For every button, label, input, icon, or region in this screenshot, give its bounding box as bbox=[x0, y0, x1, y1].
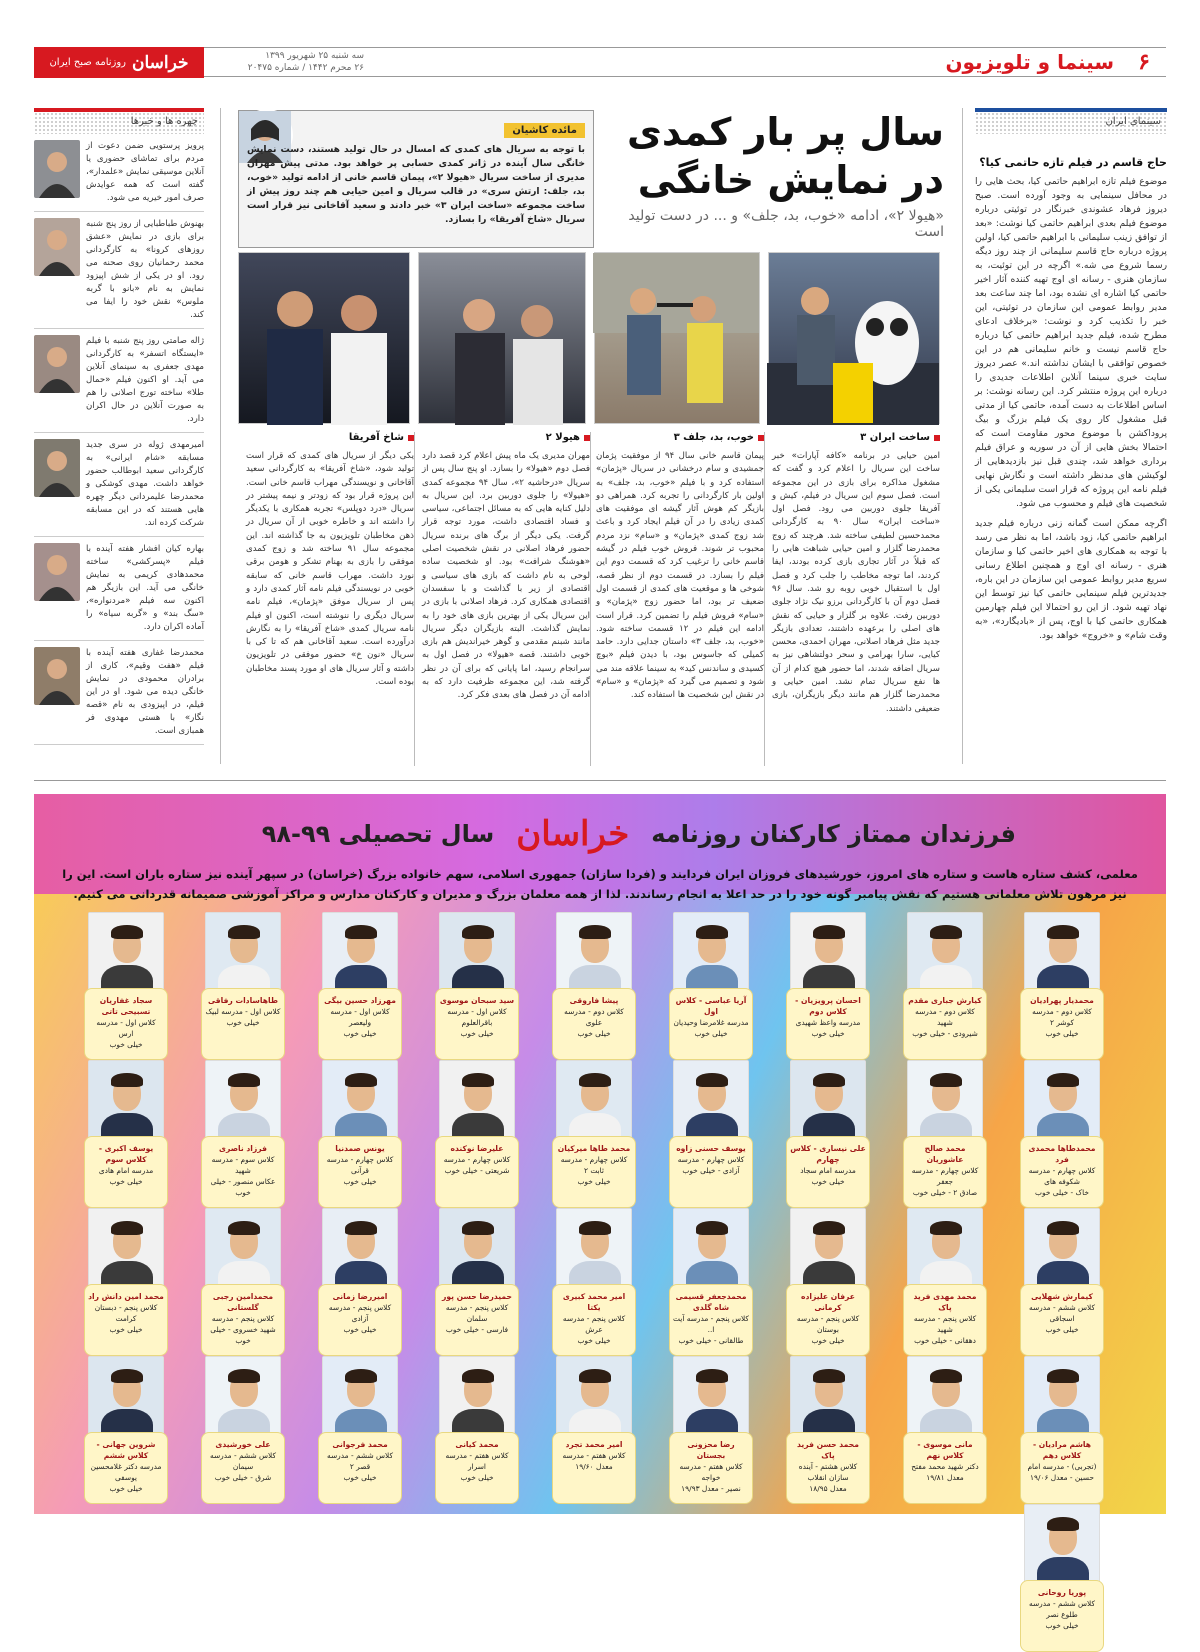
photo-shakh-afrigha bbox=[238, 252, 410, 424]
student-grade: معدل ۱۹/۶۰ bbox=[575, 1462, 613, 1471]
news-brief-photo bbox=[34, 140, 80, 198]
student-name: آریا عباسی - کلاس اول bbox=[675, 996, 747, 1016]
student-grade: خیلی خوب bbox=[811, 1336, 845, 1345]
news-brief-photo bbox=[34, 218, 80, 276]
banner-title-b: سال تحصیلی ۹۹-۹۸ bbox=[261, 820, 495, 848]
student-photo bbox=[790, 912, 866, 996]
student-class: کلاس چهارم - مدرسه جعفر bbox=[911, 1166, 979, 1186]
student-name: امیر محمد کبیری یکتا bbox=[562, 1292, 626, 1312]
student-label bbox=[435, 1432, 519, 1504]
student-class: کلاس چهارم - مدرسه ثابت ۲ bbox=[560, 1155, 628, 1175]
student-class: کلاس دوم - مدرسه علوی bbox=[564, 1007, 624, 1027]
student-grade: خیلی خوب bbox=[343, 1177, 377, 1186]
student-photo bbox=[673, 912, 749, 996]
student-card bbox=[552, 1060, 636, 1208]
student-card bbox=[786, 912, 870, 1060]
student-label bbox=[786, 1284, 870, 1356]
student-photo bbox=[1024, 1060, 1100, 1144]
article-body: یکی دیگر از سریال های کمدی که قرار است تولید شود، «شاخ آفریقا» به کارگردانی سعید آقاخانی و نویسندگی مهراب قاسم خانی است. این پروژه قرار بود که زودتر و نیمه پیشتر در سریال «درد دوپلس» تجربه همکاری با یکدیگر را داشته اند و خاطره خوبی از آن سریال در ذهن مخاطبان تلویزیون به جا گذاشته اند. این مجموعه سال ۹۱ ساخته شد و زوج کمدی موفقی را بازی به بهنام تشکر و هومن برقی نورد داشت. مهراب قاسم خانی که سابقه خوبی در نویسندگی فیلم نامه آثار کمدی دارد و پس از سریال موفق «پژمان»، فیلم نامه سریال دیگری را ننوشته است، اکنون او فیلم نامه سریال کمدی «شاخ آفریقا» را به نگارش درآورده است. سعید آقاخانی هم که تا کی با سریال «نون خ» حضور موفقی در تلویزیون داشته و آثار سریال های او مورد پسند مخاطبان بوده است. bbox=[246, 451, 414, 688]
column-divider bbox=[414, 432, 415, 766]
student-name: پیشا فاروقی bbox=[569, 996, 619, 1005]
student-name: شروین جهانی - کلاس ششم bbox=[96, 1440, 156, 1460]
student-card bbox=[201, 912, 285, 1060]
student-grade: خیلی خوب bbox=[109, 1325, 143, 1334]
student-photo bbox=[556, 1060, 632, 1144]
student-label bbox=[786, 1136, 870, 1208]
student-label bbox=[1020, 988, 1104, 1060]
student-grade: صادق ۲ - خیلی خوب bbox=[912, 1188, 978, 1197]
student-class: کلاس اول - مدرسه ولیعصر bbox=[330, 1007, 390, 1027]
student-class: کلاس پنجم - مدرسه bbox=[211, 1314, 275, 1323]
student-name: عرفان علیزاده کرمانی bbox=[801, 1292, 855, 1312]
student-class: کلاس اول - مدرسه لبیک bbox=[205, 1007, 281, 1016]
student-photo bbox=[1024, 1356, 1100, 1440]
student-card bbox=[84, 1208, 168, 1356]
student-card bbox=[201, 1356, 285, 1504]
student-card bbox=[786, 1060, 870, 1208]
student-label bbox=[1020, 1136, 1104, 1208]
student-photo bbox=[790, 1356, 866, 1440]
right-column-title: حاج قاسم در فیلم تازه حاتمی کیا؟ bbox=[979, 156, 1167, 169]
student-name: محمدیار پهرادیان bbox=[1030, 996, 1094, 1005]
student-class: دکتر شهید محمد مفتح bbox=[911, 1462, 979, 1471]
student-label bbox=[1020, 1432, 1104, 1504]
student-card bbox=[435, 1060, 519, 1208]
student-name: محمد کیانی bbox=[455, 1440, 499, 1449]
student-card bbox=[786, 1356, 870, 1504]
student-class: کلاس پنجم - مدرسه آیت ا.. bbox=[673, 1314, 749, 1334]
student-photo bbox=[673, 1356, 749, 1440]
student-class: کلاس دوم - مدرسه کوشر ۲ bbox=[1032, 1007, 1092, 1027]
student-card bbox=[435, 1208, 519, 1356]
student-grade: خیلی خوب bbox=[577, 1336, 611, 1345]
student-card bbox=[201, 1060, 285, 1208]
student-photo bbox=[88, 1356, 164, 1440]
student-label bbox=[318, 1432, 402, 1504]
banner-title bbox=[262, 814, 1016, 854]
student-label bbox=[552, 1284, 636, 1356]
headline-line-1: سال پر بار کمدی bbox=[627, 110, 944, 154]
student-card bbox=[786, 1208, 870, 1356]
student-name: یونس صمدنیا bbox=[335, 1144, 385, 1153]
student-class: کلاس ششم - مدرسه سیمان bbox=[210, 1451, 276, 1471]
news-brief bbox=[34, 212, 204, 329]
banner-intro: معلمی، کشف ستاره هاست و ستاره های امروز، خورشیدهای فروزان ایران فردایند و (فردا سازان) جمهوری اسلامی، سهم خانواده بزرگ (خراسان) در سپهر آینده نیز ستاره باران است. این را نیز مرهون تلاش معلمانی هستیم که نقش پیامبر گونه خود را در حد اعلا به انجام رساندند. لذا از همه معلمان بزرگ و مدیران و کارکنان مدارس و مراکز آموزشی صمیمانه قدردانی می کنیم. bbox=[62, 867, 1138, 901]
student-name: حمیدرضا حسن پور bbox=[442, 1292, 512, 1301]
article-title bbox=[860, 432, 940, 443]
student-grade: خیلی خوب bbox=[226, 1018, 260, 1027]
student-grade: خیلی خوب bbox=[1045, 1029, 1079, 1038]
student-photo bbox=[907, 1060, 983, 1144]
news-brief bbox=[34, 537, 204, 641]
lead-text: با توجه به سریال های کمدی که امسال در حال تولید هستند، دست نمایش خانگی سال آینده در ژانر کمدی حسابی پر خواهد بود. مدتی پیش مهران مدیری از ساخت سریال «هیولا ۲»، پیمان قاسم خانی از ادامه تولید «خوب، بد، جلف: ارتش سری» در قالب سریال و امین حیایی هم چند روز پیش از ساخت مجموعه «ساخت ایران ۳» خبر دادند و سعید آقاخانی نیز قرار است سریال «شاخ آفریقا» را بسازد. bbox=[247, 144, 585, 225]
student-photo bbox=[322, 1356, 398, 1440]
student-photo bbox=[1024, 1208, 1100, 1292]
student-photo bbox=[907, 912, 983, 996]
article-title bbox=[674, 432, 764, 443]
student-label bbox=[201, 1284, 285, 1356]
photo-sakht-iran bbox=[768, 252, 940, 424]
student-grade: خیلی خوب bbox=[694, 1029, 728, 1038]
student-label bbox=[669, 1136, 753, 1208]
student-grade: خیلی خوب bbox=[811, 1177, 845, 1186]
student-name: مهرزاد حسین بیگی bbox=[324, 996, 396, 1005]
students-banner bbox=[34, 794, 1166, 1630]
student-card bbox=[903, 1356, 987, 1504]
student-photo bbox=[439, 1356, 515, 1440]
student-card bbox=[84, 912, 168, 1060]
student-name: محمد حسن فرید پاک bbox=[797, 1440, 859, 1460]
student-photo bbox=[322, 1208, 398, 1292]
student-photo bbox=[205, 1060, 281, 1144]
student-photo bbox=[556, 912, 632, 996]
student-card bbox=[1020, 1504, 1104, 1652]
article-title-text: ساخت ایران ۳ bbox=[860, 432, 930, 443]
student-class: کلاس ششم - مدرسه اسجاقی bbox=[1029, 1303, 1095, 1323]
news-brief-text: بهنوش طباطبایی از روز پنج شنبه برای بازی در نمایش «عشق روزهای کرونا» به کارگردانی محمد رحمانیان روی صحنه می رود. او در یکی از شش اپیزود نمایش به نام «بانو با گربه ملوس» نقش خود را ایفا می کند. bbox=[86, 219, 204, 320]
student-card bbox=[669, 1208, 753, 1356]
student-photo bbox=[1024, 1504, 1100, 1588]
student-label bbox=[552, 1136, 636, 1208]
student-grade: آزادی - خیلی خوب bbox=[682, 1166, 740, 1175]
student-name: علی خورشیدی bbox=[215, 1440, 271, 1449]
page-number: ۶ bbox=[1138, 49, 1150, 75]
bullet-icon bbox=[934, 435, 940, 441]
student-name: محمد امین دانش راد bbox=[88, 1292, 164, 1301]
student-card bbox=[201, 1208, 285, 1356]
student-card bbox=[552, 1208, 636, 1356]
student-name: سجاد غفاریان تسبیحی تاتی bbox=[99, 996, 153, 1016]
date-line bbox=[214, 50, 364, 74]
article-body: پیمان قاسم خانی سال ۹۴ از موفقیت پژمان جمشیدی و سام درخشانی در سریال «پژمان» استفاده کرد و با فیلم «خوب، بد، جلف» به اولین بار کارگردانی را تجربه کرد. همراهی دو بازیگر کم هوش آثار گیشه ای موفقیت های کمدی زیادی را در آن فیلم ایجاد کرد و باعث شد زوج کمدی «پژمان» و «سام» نزد مردم محبوب تر شوند. فروش خوب فیلم در گیشه قاسم خانی را ترغیب کرد که قسمت دوم این فیلم را بسازد. در قسمت دوم از نظر قصه، شوخی ها و موقعیت های کمدی از قسمت اول ضعیف تر بود، اما حضور زوج «پژمان» و «سام» فروش فیلم را تضمین کرد. قرار است ادامه این فیلم در ۱۲ قسمت ساخته شود. «خوب، بد، جلف ۳» داستان جدایی دارد. حامد کمیلی که جاسوس بود، با دیدن فیلم «بوچ کسیدی و ساندنس کید» به سینما علاقه مند می شود و تصمیم می گیرد که «پژمان» و «سام» در نقش این شخصیت ها استفاده کند. bbox=[596, 451, 764, 701]
main-headline bbox=[604, 108, 944, 238]
student-card bbox=[318, 912, 402, 1060]
student-photo bbox=[790, 1208, 866, 1292]
photo-hayoola bbox=[418, 252, 586, 424]
column-divider bbox=[220, 108, 221, 764]
student-grade: خیلی خوب bbox=[109, 1040, 143, 1049]
student-class: کلاس پنجم - مدرسه آزادی bbox=[328, 1303, 392, 1323]
right-news-column bbox=[975, 108, 1167, 764]
student-grade: شرق - خیلی خوب bbox=[214, 1473, 272, 1482]
student-card bbox=[1020, 912, 1104, 1060]
student-name: کیمارش شهلایی bbox=[1031, 1292, 1093, 1301]
student-label bbox=[786, 1432, 870, 1504]
student-card bbox=[903, 1208, 987, 1356]
student-card bbox=[669, 912, 753, 1060]
student-label bbox=[84, 1136, 168, 1208]
student-class: کلاس هفتم - مدرسه اسرار bbox=[445, 1451, 509, 1471]
photo-khoob-bad-jelf bbox=[594, 252, 760, 424]
student-label bbox=[903, 988, 987, 1060]
student-class: کلاس دوم - مدرسه شهید bbox=[915, 1007, 975, 1027]
student-grade: شهید خسروی - خیلی خوب bbox=[210, 1325, 276, 1345]
student-name: علیرضا نوکنده bbox=[450, 1144, 504, 1153]
student-label bbox=[201, 1432, 285, 1504]
student-grade: شریعتی - خیلی خوب bbox=[444, 1166, 510, 1175]
student-name: مانی موسوی - کلاس نهم bbox=[917, 1440, 973, 1460]
article-title-text: هیولا ۲ bbox=[545, 432, 580, 443]
student-photo bbox=[439, 912, 515, 996]
column-divider bbox=[962, 108, 963, 764]
student-label bbox=[552, 1432, 636, 1504]
student-name: محمد صالح عاشوریان bbox=[924, 1144, 966, 1164]
student-name: امیر محمد تجرد bbox=[565, 1440, 623, 1449]
news-brief-text: پرویز پرستویی ضمن دعوت از مردم برای تماشای حضوری یا آنلاین موسیقی نمایش «علمدار»، گفته است که همه عوایدش صرف امور خیریه می شود. bbox=[86, 141, 204, 203]
student-name: علی نیساری - کلاس چهارم bbox=[790, 1144, 866, 1164]
student-grade: خاک - خیلی خوب bbox=[1035, 1188, 1089, 1197]
logo-text: خراسان bbox=[132, 52, 189, 73]
student-grade: خیلی خوب bbox=[343, 1473, 377, 1482]
section-divider bbox=[34, 780, 1166, 781]
student-class: کلاس پنجم - مدرسه عرش bbox=[562, 1314, 626, 1334]
student-grade: خیلی خوب bbox=[577, 1029, 611, 1038]
student-card bbox=[435, 912, 519, 1060]
student-grade: خیلی خوب bbox=[460, 1029, 494, 1038]
news-brief-text: بهاره کیان افشار هفته آینده با فیلم «پسرکشی» ساخته محمدهادی کریمی به نمایش خانگی می آید. این بازیگر هم اکنون سه فیلم «مردنواره»، «سگ بند» و «گربه سیاه» را آماده اکران دارد. bbox=[86, 544, 204, 632]
student-label bbox=[903, 1284, 987, 1356]
student-card bbox=[552, 1356, 636, 1504]
student-label bbox=[84, 1284, 168, 1356]
right-column-paragraph-2: اگرچه ممکن است گمانه زنی درباره فیلم جدید ابراهیم حاتمی کیا، زود باشد، اما به نظر می رسد با توجه به همکاری های اخیر حاتمی کیا و سازمان هنری - رسانه ای اوج و همچنین اطلاع رسانی سریع مدیر روابط عمومی این سازمان در این باره، جدیدترین فیلم سینمایی حاتمی کیا نیز توسط این نهاد تهیه شود. از این رو احتمالا این فیلم چهارمین همکاری حاتمی کیا با اوج، پس از «بادیگارد»، «به وقت شام» و «خروج» خواهد بود. bbox=[975, 518, 1167, 641]
student-photo bbox=[673, 1208, 749, 1292]
student-photo bbox=[88, 912, 164, 996]
student-class: مدرسه امام سجاد bbox=[800, 1166, 856, 1175]
student-label bbox=[669, 1284, 753, 1356]
date-issue: ۲۶ محرم ۱۴۴۲ / شماره ۲۰۴۷۵ bbox=[247, 63, 364, 73]
student-grade: معدل ۱۸/۹۵ bbox=[809, 1484, 847, 1493]
student-class: کلاس پنجم - مدرسه سلمان bbox=[445, 1303, 509, 1323]
student-class: کلاس ششم - مدرسه طلوع نصر bbox=[1029, 1599, 1095, 1619]
headline-line-2: در نمایش خانگی bbox=[637, 158, 944, 202]
student-card bbox=[669, 1356, 753, 1504]
student-class: مدرسه دکتر غلامحسین یوسفی bbox=[90, 1462, 162, 1482]
student-name: محمد فرجوانی bbox=[332, 1440, 388, 1449]
student-name: محمدامین رجبی گلستانی bbox=[212, 1292, 274, 1312]
student-photo bbox=[439, 1060, 515, 1144]
newspaper-logo bbox=[34, 47, 204, 78]
student-card bbox=[1020, 1208, 1104, 1356]
article-title bbox=[349, 432, 414, 443]
news-brief-photo bbox=[34, 647, 80, 705]
news-brief-photo bbox=[34, 543, 80, 601]
news-brief-photo bbox=[34, 439, 80, 497]
student-label bbox=[84, 988, 168, 1060]
student-photo bbox=[790, 1060, 866, 1144]
date-gregorian: سه شنبه ۲۵ شهریور ۱۳۹۹ bbox=[265, 51, 364, 61]
news-brief bbox=[34, 641, 204, 745]
student-label bbox=[201, 988, 285, 1060]
student-class: کلاس اول - مدرسه ارس bbox=[96, 1018, 156, 1038]
left-column-items bbox=[34, 134, 204, 745]
student-label bbox=[669, 988, 753, 1060]
student-name: محمدجعفر قسیمی شاه گلدی bbox=[675, 1292, 747, 1312]
student-label bbox=[318, 1284, 402, 1356]
student-label bbox=[1020, 1284, 1104, 1356]
student-label bbox=[786, 988, 870, 1060]
student-class: کلاس هشتم - آینده سازان انقلاب bbox=[798, 1462, 858, 1482]
student-label bbox=[84, 1432, 168, 1504]
student-class: مدرسه غلامرضا وحیدیان bbox=[673, 1018, 749, 1027]
student-class: (تجربی) - مدرسه امام bbox=[1027, 1462, 1097, 1471]
student-label bbox=[903, 1432, 987, 1504]
student-class: کلاس چهارم - مدرسه قرآنی bbox=[326, 1155, 394, 1175]
student-card bbox=[318, 1208, 402, 1356]
student-photo bbox=[439, 1208, 515, 1292]
student-label bbox=[1020, 1580, 1104, 1652]
student-name: کیارش جباری مقدم bbox=[908, 996, 982, 1005]
news-brief-text: محمدرضا غفاری هفته آینده با فیلم «هفت وقیم»، کاری از برادران محمودی در نمایش خانگی دیده می شود. او در این فیلم، در اپیزودی به نام «قصه نگار» با هستی مهدوی فر همبازی است. bbox=[86, 648, 204, 736]
student-photo bbox=[205, 1356, 281, 1440]
student-label bbox=[318, 1136, 402, 1208]
student-card bbox=[84, 1060, 168, 1208]
article-body: امین حیایی در برنامه «کافه آپارات» خبر ساخت این سریال را اعلام کرد و گفت که مشغول مذاکره برای بازی در این مجموعه است. فصل سوم این سریال در فیلم، کیش و آفریقا جلوی دوربین می رود. فصل اول «ساخت ایران» سال ۹۰ به کارگردانی محمدحسین لطیفی ساخته شد. هرچند که زوج محمدرضا گلزار و امین حیایی شباهت هایی را که قبلاً در آثار تجاری بازی کرده بودند، ایفا کردند، اما توجه مخاطب را جلب کرد و فصل اول با استقبال خوبی روبه رو شد. سال ۹۶ فصل دوم آن با کارگردانی برزو نیک نژاد جلوی دوربین رفت. علاوه بر گلزار و حیایی که نقش های اصلی را برعهده داشتند، تعدادی بازیگر جدید مثل فرهاد اصلانی، مهران احمدی، محسن کیایی، سارا بهرامی و سحر دولتشاهی نیز به سریال اضافه شدند، اما حضور هیچ کدام از آن ها نفع سریال تمام نشد. امین حیایی و محمدرضا گلزار هم مانند دیگر بازیگران، بازی ضعیفی داشتند. bbox=[772, 451, 940, 714]
student-grade: خیلی خوب bbox=[577, 1177, 611, 1186]
column-divider bbox=[590, 432, 591, 766]
left-news-column bbox=[34, 108, 204, 764]
student-label bbox=[435, 988, 519, 1060]
page-header bbox=[34, 47, 1166, 77]
student-class: کلاس هفتم - مدرسه bbox=[562, 1451, 626, 1460]
article-title-text: خوب، بد، جلف ۳ bbox=[673, 432, 754, 443]
news-brief bbox=[34, 134, 204, 212]
student-class: کلاس اول - مدرسه باقرالعلوم bbox=[447, 1007, 507, 1027]
student-class: کلاس هفتم - مدرسه خواجه bbox=[679, 1462, 743, 1482]
student-grade: معدل ۱۹/۸۱ bbox=[926, 1473, 964, 1482]
student-class: کلاس پنجم - مدرسه شهید bbox=[913, 1314, 977, 1334]
student-label bbox=[903, 1136, 987, 1208]
student-class: کلاس سوم - مدرسه شهید bbox=[211, 1155, 275, 1175]
student-photo bbox=[556, 1356, 632, 1440]
student-card bbox=[903, 1060, 987, 1208]
news-brief bbox=[34, 433, 204, 537]
student-class: مدرسه امام هادی bbox=[98, 1166, 154, 1175]
student-class: مدرسه واعظ شهیدی bbox=[795, 1018, 861, 1027]
student-class: کلاس چهارم - مدرسه bbox=[677, 1155, 745, 1164]
student-class: کلاس پنجم - دبستان کرامت bbox=[94, 1303, 158, 1323]
student-grade: فارسی - خیلی خوب bbox=[445, 1325, 509, 1334]
student-label bbox=[318, 988, 402, 1060]
student-grade: شیرودی - خیلی خوب bbox=[912, 1029, 978, 1038]
student-class: کلاس چهارم - مدرسه شکوفه های bbox=[1028, 1166, 1096, 1186]
student-name: محمد طاها میرکیان bbox=[557, 1144, 631, 1153]
section-title: سینما و تلویزیون bbox=[945, 50, 1114, 74]
student-label bbox=[201, 1136, 285, 1208]
student-label bbox=[435, 1284, 519, 1356]
left-column-header bbox=[34, 108, 204, 134]
student-grade: خیلی خوب bbox=[1045, 1621, 1079, 1630]
student-class: کلاس پنجم - مدرسه بوستان bbox=[796, 1314, 860, 1334]
student-name: محمدطاها محمدی فرد bbox=[1028, 1144, 1096, 1164]
student-photo bbox=[88, 1208, 164, 1292]
banner-title-a: فرزندان ممتاز کارکنان روزنامه bbox=[651, 820, 1016, 848]
student-photo bbox=[1024, 912, 1100, 996]
student-label bbox=[669, 1432, 753, 1504]
student-class: کلاس ششم - مدرسه قصر ۲ bbox=[327, 1451, 393, 1471]
author-name: مائده کاشیان bbox=[504, 123, 585, 138]
student-name: رضا محزونی بجستان bbox=[687, 1440, 735, 1460]
student-grade: نصیر - معدل ۱۹/۹۳ bbox=[681, 1484, 741, 1493]
student-grade: عکاس منصور - خیلی خوب bbox=[210, 1177, 276, 1197]
student-card bbox=[318, 1060, 402, 1208]
student-card bbox=[435, 1356, 519, 1504]
student-photo bbox=[322, 1060, 398, 1144]
student-grade: خیلی خوب bbox=[343, 1029, 377, 1038]
student-name: محمد مهدی فرید پاک bbox=[913, 1292, 977, 1312]
article-title bbox=[546, 432, 590, 443]
student-card bbox=[84, 1356, 168, 1504]
news-brief-text: ژاله صامتی روز پنج شنبه با فیلم «ایستگاه اتسفر» به کارگردانی مهدی جعفری به سینمای آنلاین می آید. او اکنون فیلم «حمال طلا» ساخته تورج اصلانی را هم به صورت آنلاین در حال اکران دارد. bbox=[86, 336, 204, 424]
student-name: یوسف اکبری - کلاس سوم bbox=[98, 1144, 154, 1164]
student-card bbox=[1020, 1060, 1104, 1208]
student-photo bbox=[907, 1356, 983, 1440]
student-grade: دهقانی - خیلی خوب bbox=[914, 1336, 976, 1345]
student-photo bbox=[907, 1208, 983, 1292]
student-name: هاشم مرادیان - کلاس دهم bbox=[1032, 1440, 1092, 1460]
student-label bbox=[552, 988, 636, 1060]
student-label bbox=[435, 1136, 519, 1208]
article-body: مهران مدیری یک ماه پیش اعلام کرد قصد دارد فصل دوم «هیولا» را بسازد. او پنج سال پس از سریال «درحاشیه ۲»، سال ۹۴ مجموعه کمدی «هیولا» را جلوی دوربین برد. این سریال به دلیل کنایه هایی که به مسائل اجتماعی، سیاسی و فساد اقتصادی داشت، مورد توجه قرار گرفت. یکی دیگر از برگ های برنده سریال حضور فرهاد اصلانی در نقش شخصیت اصلی «هوشنگ شرافت» بود. او شخصیت ساده لوحی به نام داشت که بازی های سیاسی و اقتصادی از زیر با گذاشت و با سفسدان اقتصادی همکاری کرد. فرهاد اصلانی با بازی در این سریال یکی از بهترین بازی های خود را به نمایش گذاشت. البته بازیگران دیگر سریال مانند شبنم مقدمی و گوهر خیراندیش هم بازی خوبی داشتند. قصه «هیولا» در فصل اول به سرانجام رسید، اما پایانی که برای آن در نظر گرفته شد، این مجموعه ظرفیت دارد که به ادامه آن در فصل های بعدی فکر کرد. bbox=[422, 451, 591, 701]
right-column-paragraph-1: موضوع فیلم تازه ابراهیم حاتمی کیا، بحث هایی را در محافل سینمایی به وجود آورده است. صبح دیروز فرهاد عشوندی خبرنگار در توئیتی درباره موضوع فیلم بعدی ابراهیم حاتمی کیا نوشت: «بعد از توافق زینب سلیمانی با ابراهیم حاتمی کیا، اولین پروژه درباره حاج قاسم سلیمانی از چند روز دیگه رسما شروع می شه.» اگرچه در این توئیت، به سازمان هنری - رسانه ای اوج تهیه کننده آثار اخیر حاتمی کیا اشاره ای نشده بود، اما چند ساعت بعد مدیر روابط عمومی این سازمان در توئیتی، این خبر را تکذیب کرد و نوشت: «برخلاف ادعای مطرح شده، فیلم جدید ابراهیم حاتمی کیا درباره حاج قاسم نیست و خانم سلیمانی هم در این خصوص توافقی با ایشان نداشته اند.» عصر دیروز سایت خبری سینما آنلاین اطلاعات جدیدی را درباره این پروژه منتشر کرد. این رسانه نوشت: بر اساس اطلاعات به دست آمده، حاتمی کیا از مدتی قبل مشغول کار روی یک فیلم بزرگ و بیگ پروداکشن با موضوع محور مقاومت است که احتمالا بخش هایی از آن در سوریه و عراق فیلم برداری خواهد شد، چندی قبل نیز بازدیدهایی از لوکیشن های مدنظر داشته است و نگارش نهایی فیلم نامه این پروژه که قرار است سلیمانی یکی از شخصیت های فیلم و محسوب می شود. bbox=[975, 176, 1167, 509]
left-column-label: چهره ها و خبرها bbox=[130, 116, 198, 127]
student-card bbox=[318, 1356, 402, 1504]
news-brief-photo bbox=[34, 335, 80, 393]
logo-subtitle: روزنامه صبح ایران bbox=[49, 57, 127, 68]
student-card bbox=[1020, 1356, 1104, 1504]
headline-subtitle: «هیولا ۲»، ادامه «خوب، بد، جلف» و ... در دست تولید است bbox=[628, 208, 944, 240]
student-card bbox=[669, 1060, 753, 1208]
student-photo bbox=[556, 1208, 632, 1292]
student-name: طاهاسادات رفاقی bbox=[207, 996, 279, 1005]
student-grade: حسین - معدل ۱۹/۰۶ bbox=[1030, 1473, 1094, 1482]
right-column-label: سینمای ایران bbox=[1105, 116, 1161, 127]
student-name: امیررضا زمانی bbox=[332, 1292, 388, 1301]
student-card bbox=[552, 912, 636, 1060]
student-class: کلاس چهارم - مدرسه bbox=[443, 1155, 511, 1164]
student-name: یوسف حسنی زاوه bbox=[676, 1144, 746, 1153]
student-card bbox=[903, 912, 987, 1060]
student-name: فرزاد ناصری bbox=[219, 1144, 267, 1153]
student-name: پوریا روحانی bbox=[1037, 1588, 1087, 1597]
column-divider bbox=[764, 432, 765, 766]
student-photo bbox=[673, 1060, 749, 1144]
student-grade: خیلی خوب bbox=[109, 1484, 143, 1493]
student-grade: طالقانی - خیلی خوب bbox=[678, 1336, 744, 1345]
student-photo bbox=[88, 1060, 164, 1144]
student-name: سید سبحان موسوی bbox=[439, 996, 515, 1005]
student-name: احسان پرویزیان - کلاس دوم bbox=[795, 996, 861, 1016]
lead-box bbox=[238, 110, 594, 248]
news-brief-text: امیرمهدی ژوله در سری جدید مسابقه «شام ایرانی» به کارگردانی سعید ابوطالب حضور خواهد داشت. مهدی کوشکی و محمدرضا علیمردانی دیگر چهره هایی هستند که در این مسابقه شرکت کرده اند. bbox=[86, 440, 204, 528]
student-photo bbox=[205, 1208, 281, 1292]
student-photo bbox=[205, 912, 281, 996]
student-grade: خیلی خوب bbox=[460, 1473, 494, 1482]
student-grade: خیلی خوب bbox=[343, 1325, 377, 1334]
student-grade: خیلی خوب bbox=[1045, 1325, 1079, 1334]
news-brief bbox=[34, 329, 204, 433]
student-grade: خیلی خوب bbox=[811, 1029, 845, 1038]
article-title-text: شاخ آفریقا bbox=[348, 432, 404, 443]
student-grade: خیلی خوب bbox=[109, 1177, 143, 1186]
student-photo bbox=[322, 912, 398, 996]
right-column-header bbox=[975, 108, 1167, 134]
banner-logo: خراسان bbox=[516, 814, 630, 854]
